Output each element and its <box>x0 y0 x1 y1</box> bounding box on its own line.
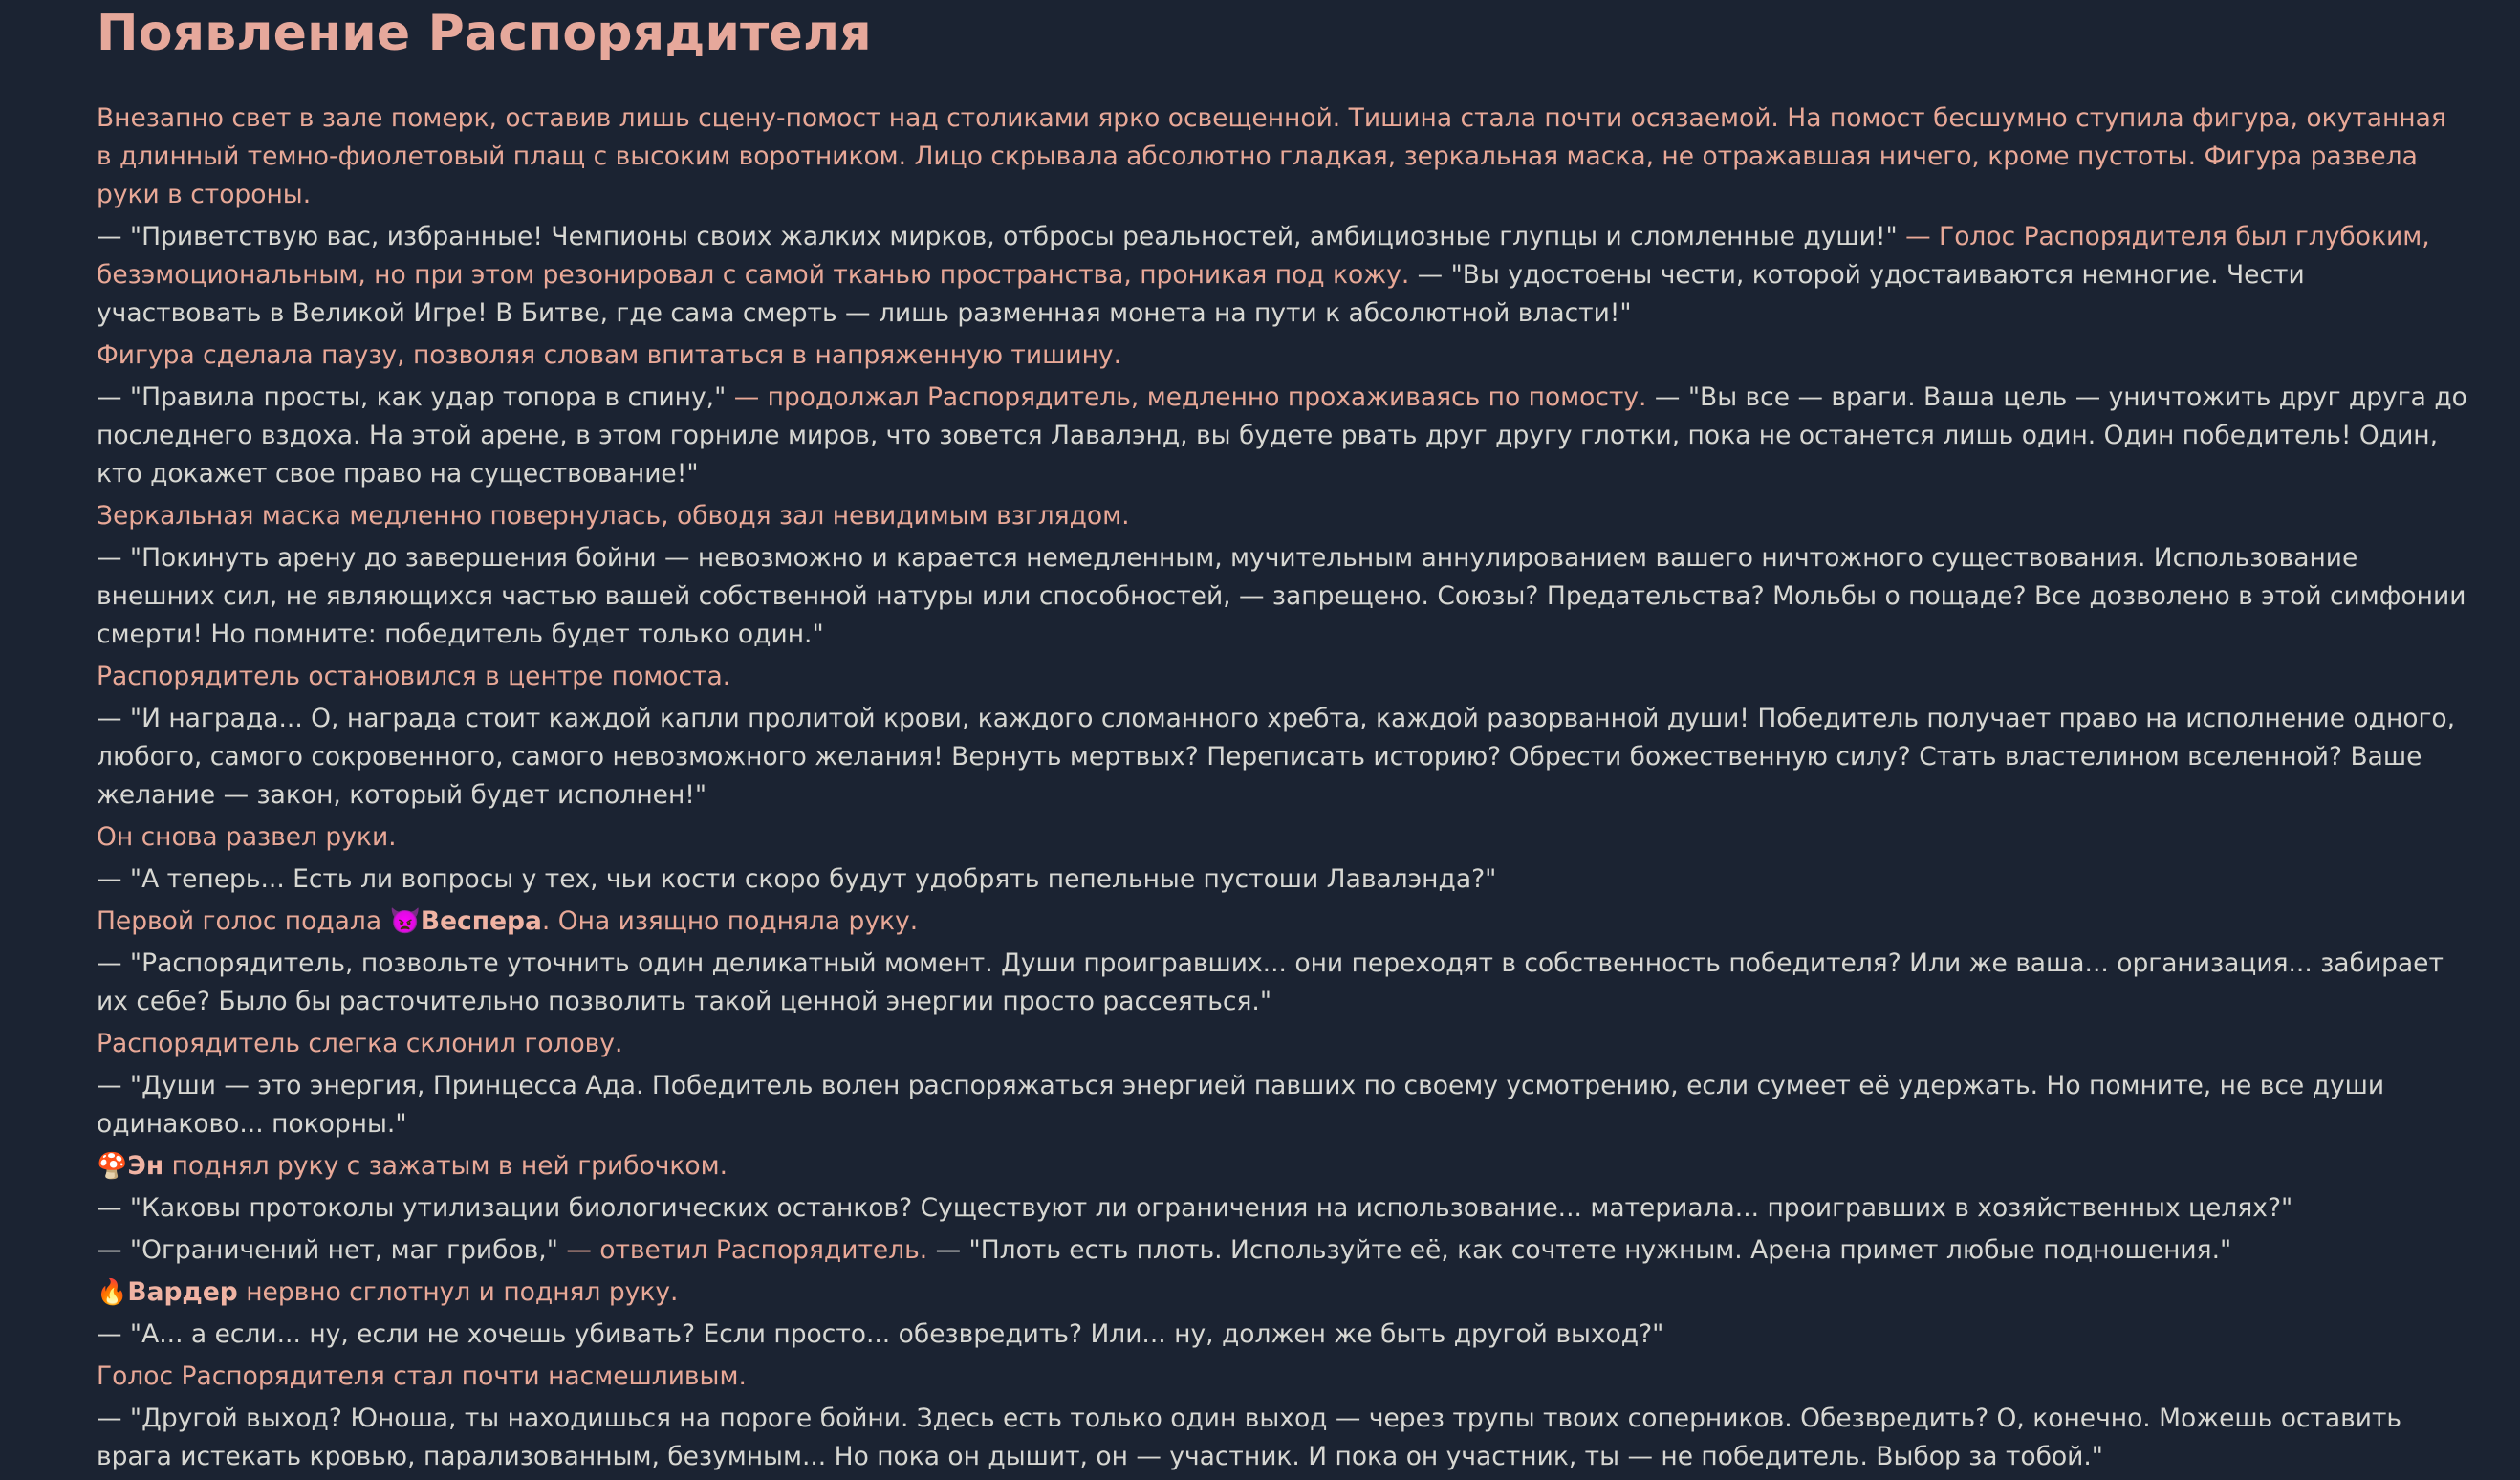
story-paragraph <box>97 945 2467 1021</box>
dialogue-text: — "Приветствую вас, избранные! Чемпионы своих жалких мирков, отбросы реальностей, амбициозные глупцы и сломленные души!" <box>97 222 1906 251</box>
narration-text: . Она изящно подняла руку. <box>541 906 919 936</box>
narration-text: Фигура сделала паузу, позволяя словам впитаться в напряженную тишину. <box>97 340 1121 370</box>
story-paragraph <box>97 903 2467 941</box>
story-paragraph <box>97 337 2467 375</box>
narration-text: Он снова развел руки. <box>97 822 397 852</box>
narration-text: Распорядитель слегка склонил голову. <box>97 1029 623 1058</box>
dialogue-text: — "Плоть есть плоть. Используйте её, как сочтете нужным. Арена примет любые подношения." <box>935 1235 2232 1265</box>
story-paragraph <box>97 658 2467 696</box>
story-paragraph <box>97 539 2467 654</box>
dialogue-text: — "Другой выход? Юноша, ты находишься на пороге бойни. Здесь есть только один выход — через трупы твоих соперников. Обезвредить? О, конечно. Можешь оставить врага истекать кровью, парализованным, безумным... Но пока он дышит, он — участник. И пока он участник, ты — не победитель. Выбор за тобой." <box>97 1404 2402 1471</box>
dialogue-text: — "Души — это энергия, Принцесса Ада. Победитель волен распоряжаться энергией павших по своему усмотрению, если сумеет её удержать. Но помните, не все души одинаково... покорны." <box>97 1071 2385 1139</box>
story-paragraph <box>97 1400 2467 1476</box>
story-paragraph <box>97 1147 2467 1186</box>
dialogue-text: — "И награда... О, награда стоит каждой капли пролитой крови, каждого сломанного хребта, каждой разорванной души! Победитель получает право на исполнение одного, любого, самого сокровенного, самого невозможного желания! Вернуть мертвых? Переписать историю? Обрести божественную силу? Стать властелином вселенной? Ваше желание — закон, который будет исполнен!" <box>97 704 2456 810</box>
mushroom-icon: 🍄 <box>97 1152 128 1181</box>
story-paragraph <box>97 700 2467 815</box>
dialogue-text: — "Вы все — враги. Ваша цель — уничтожить друг друга до последнего вздоха. На этой арене, в этом горниле миров, что зовется Лавалэнд, вы будете рвать друг другу глотки, пока не останется лишь один. Один победитель! Один, кто докажет свое право на существование!" <box>97 382 2467 489</box>
page-title: Появление Распорядителя <box>97 5 872 62</box>
story-paragraph <box>97 379 2467 493</box>
story-paragraph <box>97 1273 2467 1312</box>
character-name: Веспера <box>420 906 542 936</box>
dialogue-text: — "А теперь... Есть ли вопросы у тех, чьи кости скоро будут удобрять пепельные пустоши Лавалэнда?" <box>97 864 1497 894</box>
story-paragraph <box>97 1358 2467 1396</box>
narration-text: Внезапно свет в зале померк, оставив лишь сцену-помост над столиками ярко освещенной. Тишина стала почти осязаемой. На помост бесшумно ступила фигура, окутанная в длинный темно-фиолетовый плащ с высоким воротником. Лицо скрывала абсолютно гладкая, зеркальная маска, не отражавшая ничего, кроме пустоты. Фигура развела руки в стороны. <box>97 103 2446 209</box>
dialogue-text: — "Ограничений нет, маг грибов," <box>97 1235 567 1265</box>
narration-text: нервно сглотнул и поднял руку. <box>237 1277 679 1307</box>
narration-text: — Голос Распорядителя был глубоким, безэмоциональным, но при этом резонировал с самой тканью пространства, проникая под кожу. <box>97 222 2430 290</box>
narration-text: Первой голос подала <box>97 906 390 936</box>
narration-text: Распорядитель остановился в центре помоста. <box>97 662 731 691</box>
story-paragraph <box>97 1316 2467 1354</box>
story-paragraph <box>97 860 2467 899</box>
story-paragraph <box>97 1231 2467 1270</box>
narration-text: поднял руку с зажатым в ней грибочком. <box>163 1151 728 1181</box>
story-body <box>97 99 2467 1476</box>
dialogue-text: — "Покинуть арену до завершения бойни — невозможно и карается немедленным, мучительным аннулированием вашего ничтожного существования. Использование внешних сил, не являющихся частью вашей собственной натуры или способностей, — запрещено. Союзы? Предательства? Мольбы о пощаде? Все дозволено в этой симфонии смерти! Но помните: победитель будет только один." <box>97 543 2466 649</box>
narration-text: Зеркальная маска медленно повернулась, обводя зал невидимым взглядом. <box>97 501 1130 531</box>
dialogue-text: — "Распорядитель, позвольте уточнить один деликатный момент. Души проигравших... они переходят в собственность победителя? Или же ваша... организация... забирает их себе? Было бы расточительно позволить такой ценной энергии просто рассеяться." <box>97 948 2444 1016</box>
narration-text: — ответил Распорядитель. <box>566 1235 936 1265</box>
character-name: Эн <box>127 1151 164 1181</box>
dialogue-text: — "А... а если... ну, если не хочешь убивать? Если просто... обезвредить? Или... ну, должен же быть другой выход?" <box>97 1319 1664 1349</box>
story-paragraph <box>97 99 2467 214</box>
dialogue-text: — "Правила просты, как удар топора в спину," <box>97 382 734 412</box>
story-paragraph <box>97 818 2467 857</box>
devil-icon: 👿 <box>389 907 421 936</box>
story-paragraph <box>97 497 2467 535</box>
dialogue-text: — "Каковы протоколы утилизации биологических останков? Существуют ли ограничения на использование... материала... проигравших в хозяйственных целях?" <box>97 1193 2293 1223</box>
story-paragraph <box>97 218 2467 333</box>
story-page <box>97 0 2467 1480</box>
dialogue-text: — "Вы удостоены чести, которой удостаиваются немногие. Чести участвовать в Великой Игре! В Битве, где сама смерть — лишь разменная монета на пути к абсолютной власти!" <box>97 260 2305 328</box>
story-paragraph <box>97 1025 2467 1063</box>
character-name: Вардер <box>127 1277 238 1307</box>
narration-text: Голос Распорядителя стал почти насмешливым. <box>97 1361 747 1391</box>
fire-icon: 🔥 <box>97 1278 128 1307</box>
story-paragraph <box>97 1067 2467 1143</box>
narration-text: — продолжал Распорядитель, медленно прохаживаясь по помосту. <box>733 382 1655 412</box>
story-paragraph <box>97 1189 2467 1228</box>
